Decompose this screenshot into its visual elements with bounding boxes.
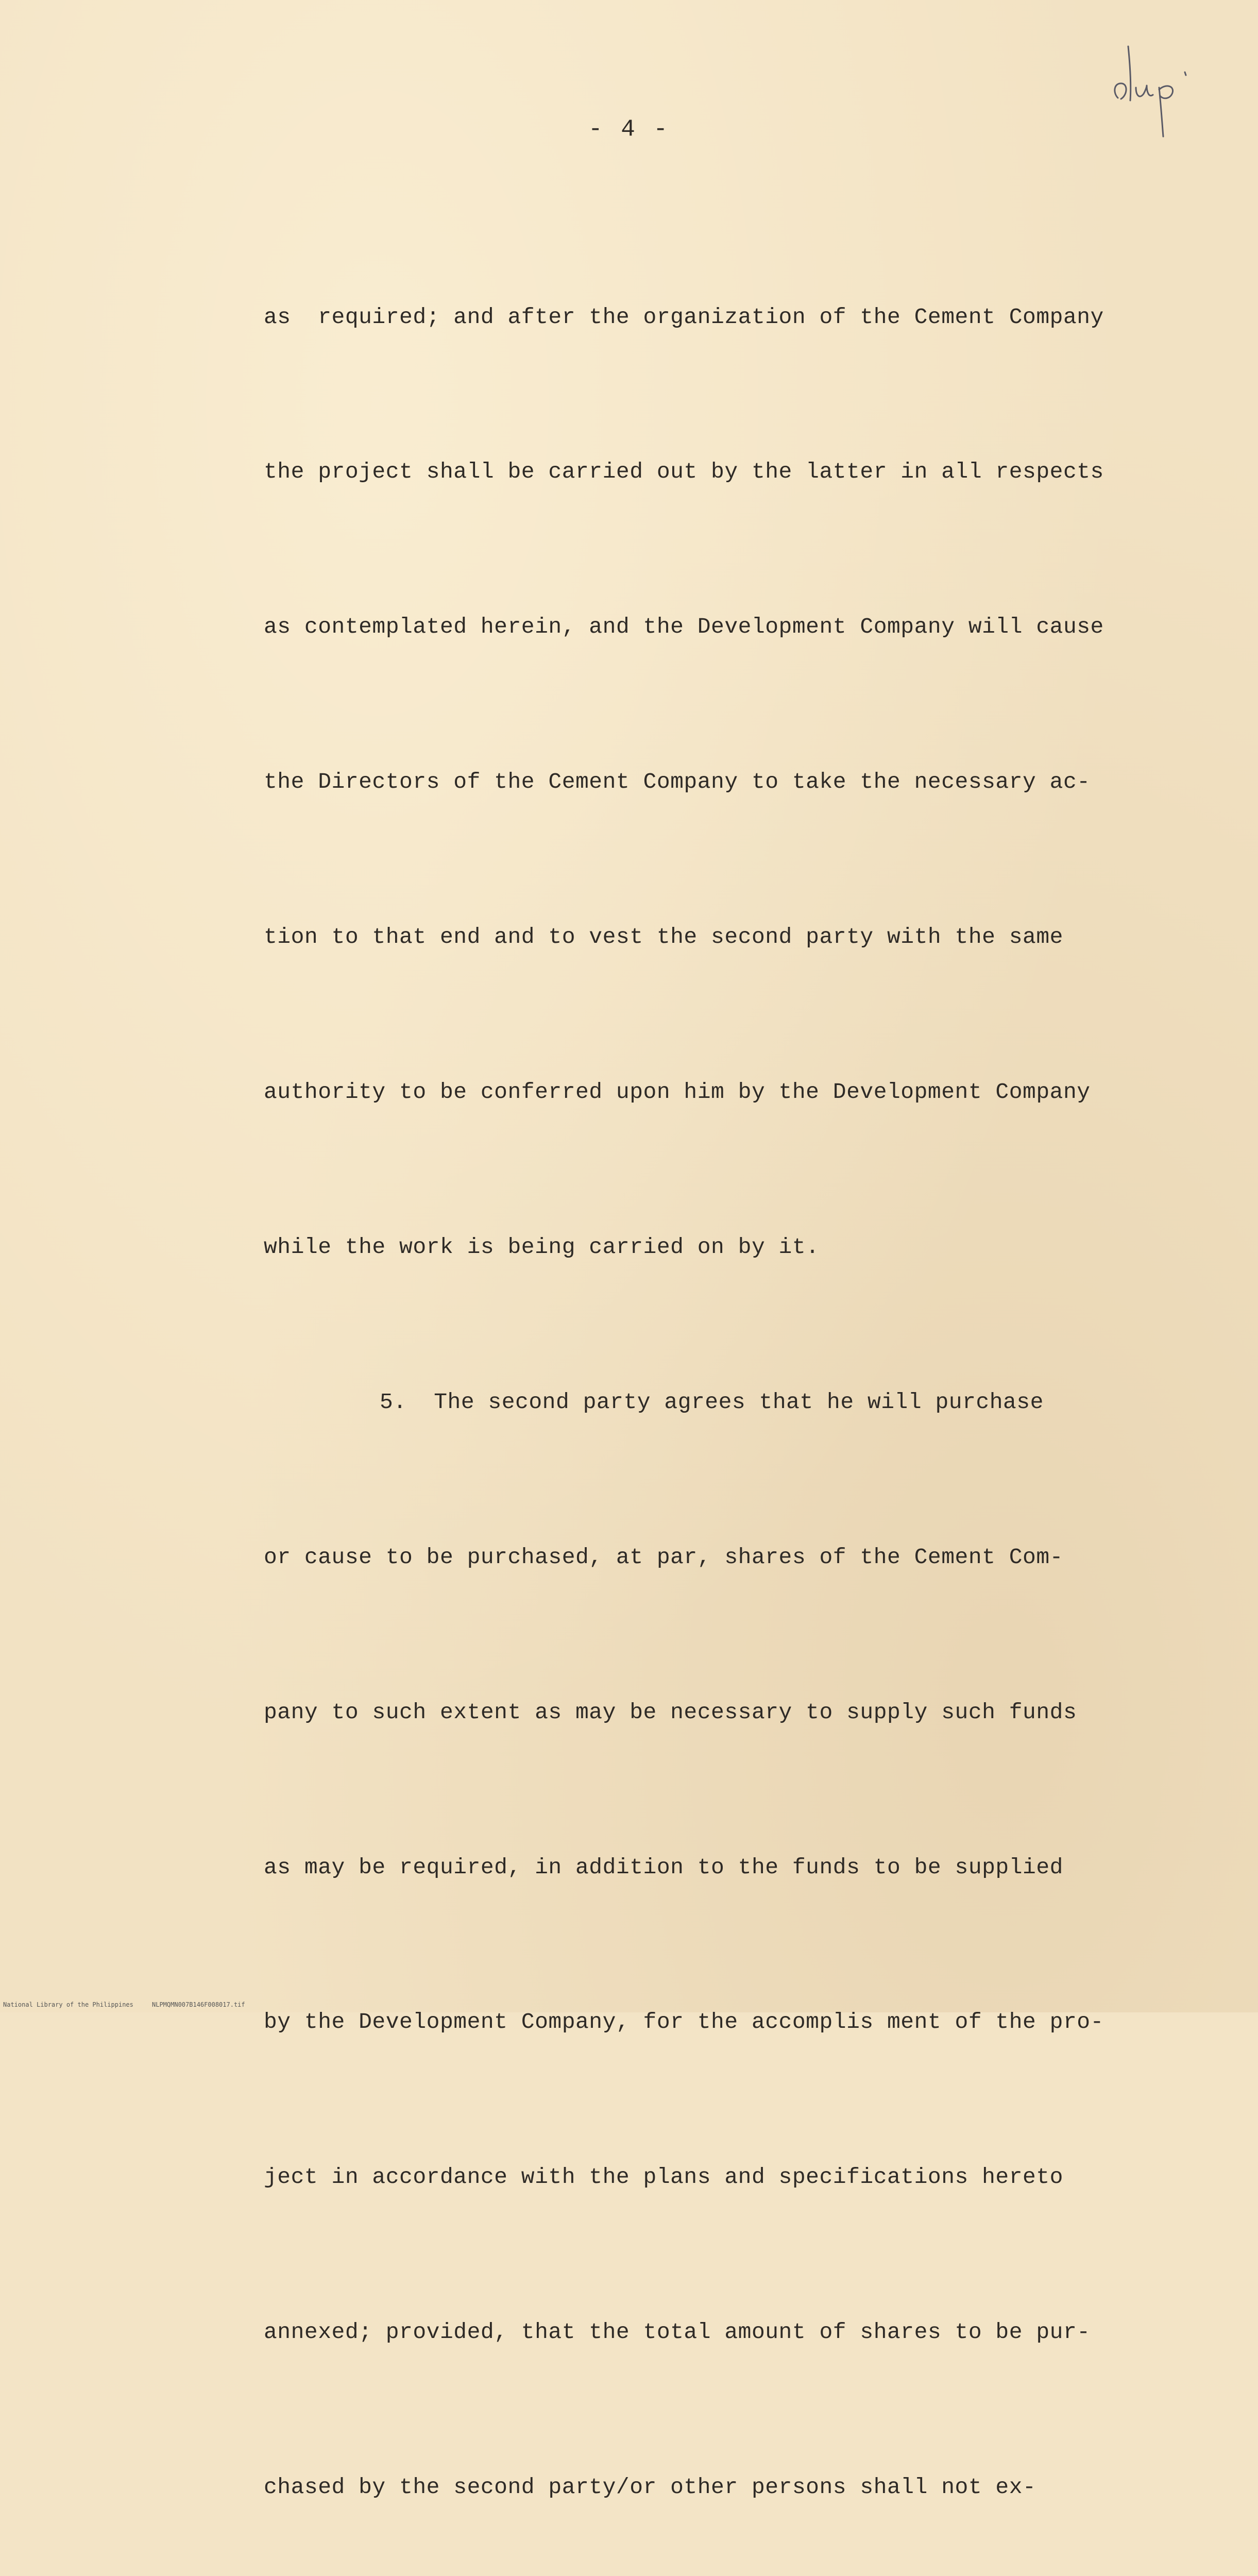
body-line: pany to such extent as may be necessary to supply such funds <box>264 1699 1077 1725</box>
body-line: the Directors of the Cement Company to take the necessary ac- <box>264 769 1091 795</box>
footer-library: National Library of the Philippines <box>3 2001 133 2008</box>
body-line: authority to be conferred upon him by the Development Company <box>264 1079 1091 1105</box>
body-line: the project shall be carried out by the latter in all respects <box>264 459 1104 485</box>
paragraph-5-start: 5. The second party agrees that he will purchase <box>380 1389 1044 1415</box>
body-line: while the work is being carried on by it. <box>264 1234 820 1260</box>
body-line: chased by the second party/or other persons shall not ex- <box>264 2475 1036 2500</box>
footer-caption <box>3 2001 245 2008</box>
footer-file-id: NLPMQMN007B146F008017.tif <box>152 2001 245 2008</box>
body-line: as required; and after the organization of the Cement Company <box>264 304 1104 330</box>
body-line: tion to that end and to vest the second party with the same <box>264 924 1063 950</box>
body-line: as contemplated herein, and the Development Company will cause <box>264 614 1104 640</box>
body-line: annexed; provided, that the total amount of shares to be pur- <box>264 2319 1091 2345</box>
body-line: by the Development Company, for the accomplis ment of the pro- <box>264 2009 1104 2035</box>
body-line: or cause to be purchased, at par, shares of the Cement Com- <box>264 1544 1063 1570</box>
document-body <box>264 188 1104 2576</box>
page-number: - 4 - <box>588 116 670 143</box>
body-line: as may be required, in addition to the funds to be supplied <box>264 1854 1063 1880</box>
body-line: ject in accordance with the plans and specifications hereto <box>264 2164 1063 2190</box>
